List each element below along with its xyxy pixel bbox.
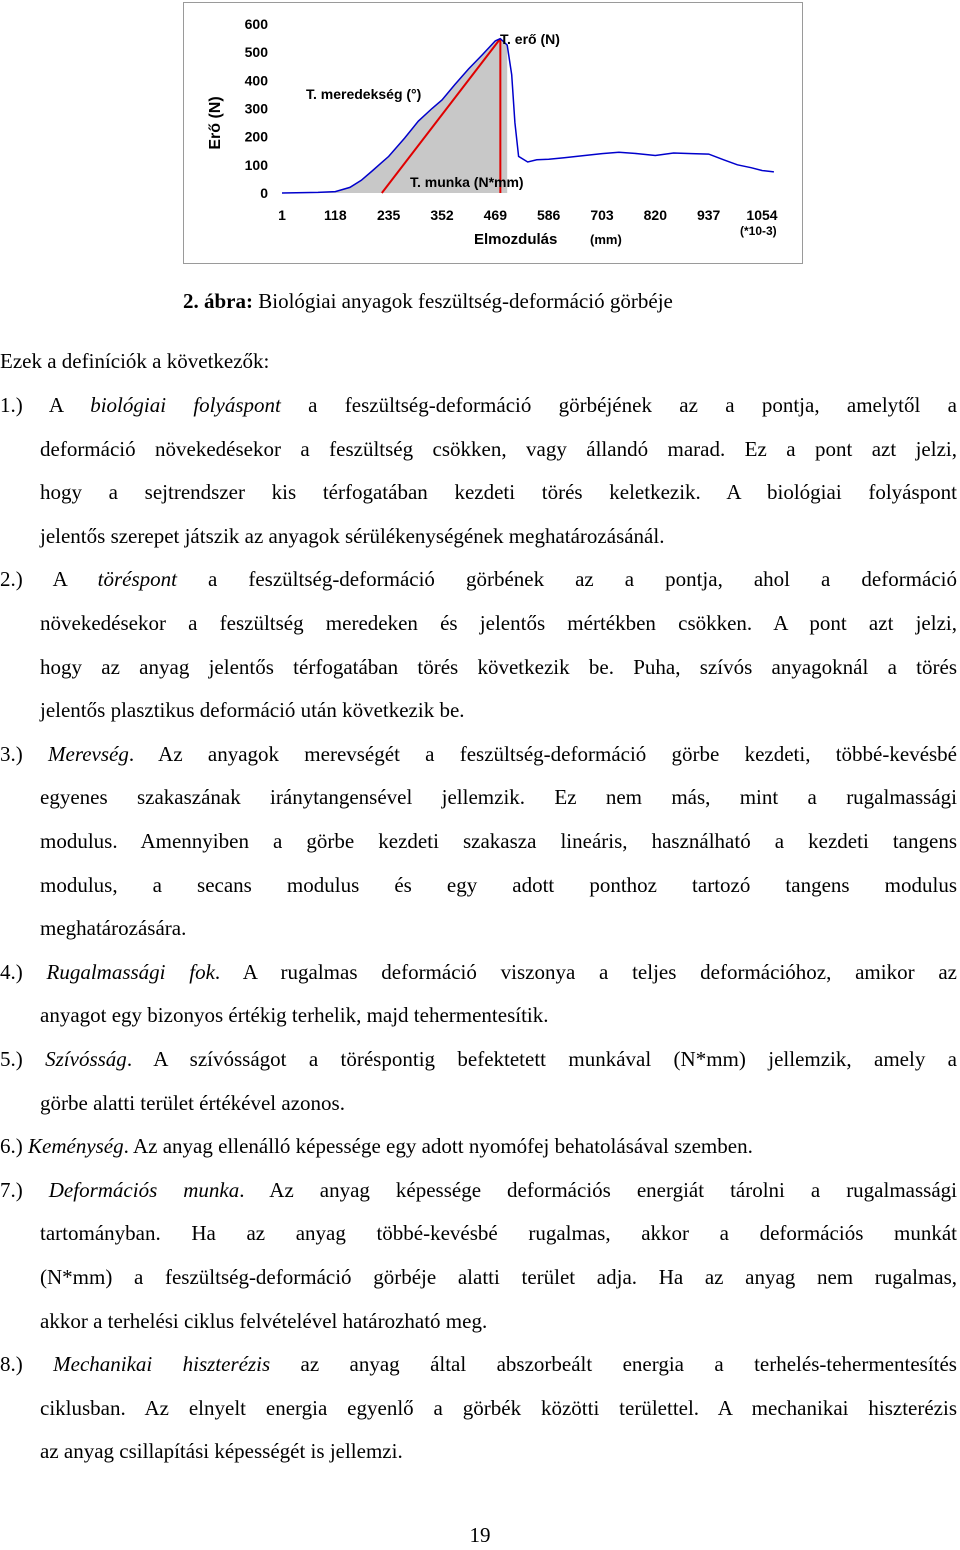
text-span: tartományban. Ha az anyag többé-kevésbé rugalmas, akkor a deformációs munkát [40, 1221, 957, 1246]
definition-8-line-2 [40, 1393, 957, 1423]
x-axis-label: Elmozdulás [474, 231, 558, 248]
text-span: egyenes szakaszának iránytangensével jellemzik. Ez nem más, mint a rugalmassági [40, 785, 957, 810]
text-span: a feszültség-deformáció görbéjének az a pontja, amelytől a [280, 393, 957, 417]
definition-1-line-4 [40, 521, 664, 551]
text-span: modulus, a secans modulus és egy adott ponthoz tartozó tangens modulus [40, 872, 957, 897]
annotation-3: T. munka (N*mm) [410, 174, 524, 190]
page-number: 19 [469, 1523, 491, 1547]
x-tick-label: 820 [643, 207, 668, 223]
caption-text: Biológiai anyagok feszültség-deformáció görbéje [253, 289, 673, 313]
term-name: Deformációs munka [48, 1177, 240, 1202]
text-span: jelentős plasztikus deformáció után következik be. [40, 698, 465, 723]
text-span: a feszültség-deformáció görbének az a pontja, ahol a deformáció [176, 567, 957, 592]
definition-3-line-2 [40, 782, 957, 812]
definition-3-line-1 [0, 739, 957, 769]
text-span: . Az anyag ellenálló képessége egy adott nyomófej behatolásával szemben. [123, 1134, 753, 1159]
x-tick-label: 118 [324, 207, 347, 223]
x-tick-label: 1054 [746, 207, 778, 223]
term-name: Mechanikai hiszterézis [53, 1352, 271, 1377]
definition-5-line-1 [0, 1044, 957, 1074]
x-tick-label: 1 [278, 207, 286, 223]
term-name: Rugalmassági fok [46, 959, 215, 984]
definition-3-line-5 [40, 913, 186, 943]
definition-1-line-2 [40, 434, 957, 464]
definition-7-line-1 [0, 1175, 957, 1205]
y-tick-label: 200 [244, 128, 268, 145]
x-tick-label: 937 [696, 207, 721, 223]
text-span: 5.) [0, 1047, 46, 1071]
text-span: akkor a terhelési ciklus felvételével határozható meg. [40, 1308, 488, 1333]
y-tick-label: 400 [244, 72, 268, 89]
text-span: hogy az anyag jelentős térfogatában törés következik be. Puha, szívós anyagoknál a törés [40, 654, 957, 679]
definition-2-line-4 [40, 695, 465, 725]
text-span: 1.) A [0, 393, 91, 417]
term-name: Merevség [48, 741, 129, 766]
x-tick-label: 703 [590, 207, 614, 223]
text-span: az anyag csillapítási képességét is jellemzi. [40, 1439, 403, 1464]
text-span: 6.) [0, 1134, 28, 1159]
y-tick-label: 500 [244, 44, 268, 61]
text-span: 7.) [0, 1177, 49, 1202]
definition-3-line-4 [40, 870, 957, 900]
definition-6-line-1 [0, 1131, 753, 1161]
y-axis-label: Erő (N) [207, 96, 224, 150]
definition-5-line-2 [40, 1088, 345, 1118]
text-span: meghatározására. [40, 916, 187, 941]
text-span: 4.) [0, 959, 47, 984]
definition-4-line-2 [40, 1000, 549, 1030]
caption-label: 2. ábra: [183, 289, 253, 313]
annotation-1: T. erő (N) [500, 31, 560, 47]
annotation-2: T. meredekség (°) [306, 86, 422, 102]
text-span: ciklusban. Az elnyelt energia egyenlő a görbék közötti területtel. A mechanikai hiszterézis [40, 1395, 957, 1420]
term-name: biológiai folyáspont [90, 393, 281, 417]
text-span: anyagot egy bizonyos értékig terhelik, majd tehermentesítik. [40, 1003, 549, 1028]
y-tick-label: 0 [260, 185, 268, 201]
text-span: (N*mm) a feszültség-deformáció görbéje alatti terület adja. Ha az anyag nem rugalmas, [40, 1265, 957, 1289]
work-area [282, 39, 507, 193]
text-span: az anyag által abszorbeált energia a terhelés-tehermentesítés [270, 1352, 957, 1377]
force-series-line [282, 39, 774, 193]
definition-2-line-1 [0, 564, 957, 594]
text-span: . Az anyagok merevségét a feszültség-deformáció görbe kezdeti, többé-kevésbé [128, 741, 958, 766]
definition-4-line-1 [0, 957, 957, 987]
definition-7-line-4 [40, 1306, 487, 1336]
x-scale-note: (*10-3) [740, 224, 777, 238]
definition-1-line-3 [40, 477, 957, 507]
y-tick-label: 100 [244, 156, 268, 173]
term-name: töréspont [97, 567, 177, 592]
figure-stress-strain [183, 2, 803, 264]
definition-2-line-2 [40, 608, 957, 638]
text-span: görbe alatti terület értékével azonos. [40, 1090, 345, 1115]
text-span: 8.) [0, 1352, 54, 1377]
definition-8-line-1 [0, 1349, 957, 1379]
x-tick-label: 586 [536, 207, 561, 223]
definition-7-line-3 [40, 1262, 957, 1292]
definition-3-line-3 [40, 826, 957, 856]
term-name: Szívósság [45, 1047, 127, 1071]
text-span: modulus. Amennyiben a görbe kezdeti szakasza lineáris, használható a kezdeti tangens [40, 829, 957, 853]
term-name: Keménység [28, 1134, 124, 1159]
text-span: . A szívósságot a töréspontig befektetett munkával (N*mm) jellemzik, amely a [126, 1047, 958, 1071]
x-tick-label: 235 [376, 207, 401, 223]
text-span: . A rugalmas deformáció viszonya a teljes deformációhoz, amikor az [214, 959, 957, 984]
text-span: deformáció növekedésekor a feszültség csökken, vagy állandó marad. Ez a pont azt jelzi, [40, 436, 957, 461]
figure-caption [183, 286, 673, 316]
text-span: jelentős szerepet játszik az anyagok sérülékenységének meghatározásánál. [40, 523, 665, 548]
definition-1-line-1 [0, 390, 957, 420]
text-span: növekedésekor a feszültség meredeken és jelentős mértékben csökken. A pont azt jelzi, [40, 611, 957, 635]
x-tick-label: 469 [483, 207, 508, 223]
definition-8-line-3 [40, 1436, 403, 1466]
x-tick-label: 352 [430, 207, 454, 223]
text-span: . Az anyag képessége deformációs energiát tárolni a rugalmassági [239, 1177, 957, 1202]
text-span: 3.) [0, 741, 48, 766]
definition-7-line-2 [40, 1218, 957, 1248]
intro-line: Ezek a definíciók a következők: [0, 349, 270, 373]
chart [184, 3, 804, 265]
definition-2-line-3 [40, 652, 957, 682]
text-span: hogy a sejtrendszer kis térfogatában kezdeti törés keletkezik. A biológiai folyáspont [40, 480, 957, 505]
x-axis-unit: (mm) [590, 232, 622, 247]
y-tick-label: 300 [244, 100, 268, 117]
text-span: 2.) A [0, 567, 98, 592]
y-tick-label: 600 [244, 16, 268, 32]
